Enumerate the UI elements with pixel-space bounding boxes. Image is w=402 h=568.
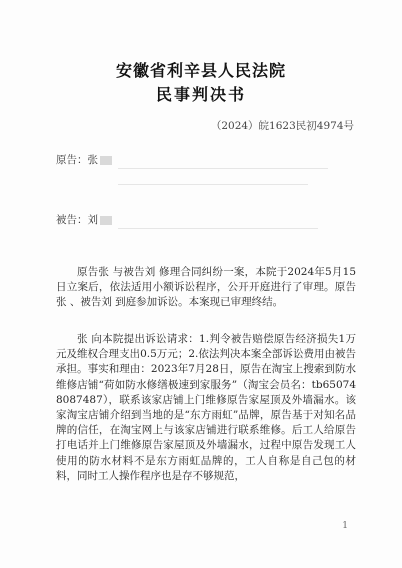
paragraph-text: 张 向本院提出诉讼请求：1.判令被告赔偿原告经济损失1万元及维权合理支出0.5万元；2.依法判决本案全部诉讼费用由被告承担。事实和理由：2023年7月28日，原告在淘宝上搜索到防水维修店铺“荷如防水修缮极速到家服务”（淘宝会员名：tb650748087487），联系该家店铺上门维修原告家屋顶及外墙漏水。该家淘宝店铺介绍到当地的是“东方雨虹”品牌，原告基于对知名品牌的信任，在淘宝网上与该家店铺进行联系维修。后工人给原告打电话并上门维修原告家屋顶及外墙漏水，过程中原告发现工人使用的防水材料不是东方雨虹品牌的，工人自称是自己包的材料，同时工人操作程序也是存不够规范， <box>56 333 356 482</box>
court-name: 安徽省利辛县人民法院 <box>115 61 286 80</box>
defendant-entry <box>56 212 112 227</box>
plaintiff-name: 张 <box>87 154 98 166</box>
document-type: 民事判决书 <box>155 85 246 104</box>
redacted-line <box>118 184 308 185</box>
plaintiff-entry <box>56 152 112 167</box>
page-number: 1 <box>342 521 348 531</box>
redaction-mark <box>100 156 112 165</box>
paragraph-text: 原告张 与被告刘 修理合同纠纷一案，本院于2024年5月15日立案后，依法适用小额诉讼程序，公开开庭进行了审理。原告张 、被告刘 到庭参加诉讼。本案现已审理终结。 <box>56 266 356 309</box>
paragraph-case-intro <box>56 265 356 311</box>
paragraph-claims <box>56 332 356 484</box>
redaction-mark <box>100 216 112 225</box>
case-number: （2024）皖1623民初4974号 <box>210 120 354 132</box>
redacted-line <box>118 228 318 229</box>
plaintiff-label: 原告： <box>56 154 88 166</box>
defendant-label: 被告： <box>56 214 88 226</box>
defendant-name: 刘 <box>87 214 98 226</box>
redacted-line <box>118 168 328 169</box>
